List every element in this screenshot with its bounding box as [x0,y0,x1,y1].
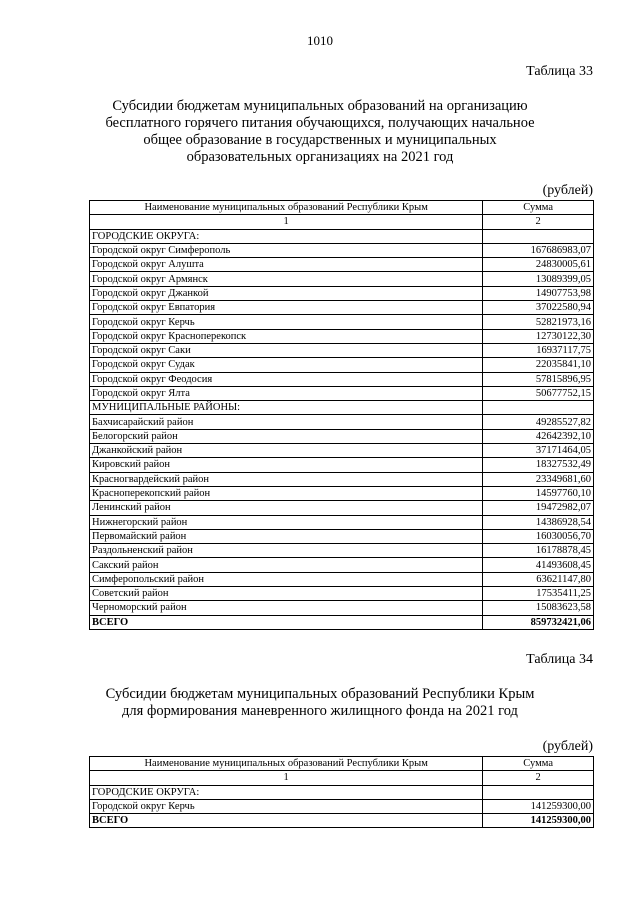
row-name: Городской округ Армянск [90,272,483,286]
row-name: Бахчисарайский район [90,415,483,429]
table-row [90,358,594,372]
total-row [90,814,594,828]
table-row [90,515,594,529]
table-row [90,272,594,286]
total-row [90,615,594,629]
table-row [90,529,594,543]
title-line: Субсидии бюджетам муниципальных образований на организацию [112,98,528,114]
row-name: Ленинский район [90,501,483,515]
row-name: Симферопольский район [90,572,483,586]
table-34-title [60,686,580,720]
row-name: Раздольненский район [90,544,483,558]
row-name: Джанкойский район [90,444,483,458]
row-value: 15083623,58 [483,601,594,615]
header-sum: Сумма [483,757,594,771]
total-value: 141259300,00 [483,814,594,828]
row-value: 22035841,10 [483,358,594,372]
row-name: Белогорский район [90,429,483,443]
table-33-unit: (рублей) [542,183,593,198]
table-row [90,601,594,615]
row-value: 14907753,98 [483,286,594,300]
row-value: 16030056,70 [483,529,594,543]
table-row [90,229,594,243]
row-value: 141259300,00 [483,799,594,813]
table-row [90,572,594,586]
table-row [90,286,594,300]
header-name: Наименование муниципальных образований Республики Крым [90,201,483,215]
row-value: 14597760,10 [483,486,594,500]
row-name: Черноморский район [90,601,483,615]
row-name: Городской округ Феодосия [90,372,483,386]
row-value: 41493608,45 [483,558,594,572]
row-value [483,229,594,243]
title-line: для формирования маневренного жилищного фонда на 2021 год [122,703,518,719]
table-row [90,558,594,572]
table-row [90,472,594,486]
row-name: ГОРОДСКИЕ ОКРУГА: [90,229,483,243]
row-name: Красноперекопский район [90,486,483,500]
total-label: ВСЕГО [90,615,483,629]
row-name: Городской округ Евпатория [90,301,483,315]
total-value: 859732421,06 [483,615,594,629]
row-value: 16937117,75 [483,343,594,357]
column-number-row [90,771,594,785]
row-name: Городской округ Судак [90,358,483,372]
row-value: 13089399,05 [483,272,594,286]
column-number: 1 [90,215,483,229]
table-row [90,587,594,601]
table-34-unit: (рублей) [542,739,593,754]
page-number: 1010 [307,33,333,48]
row-value: 17535411,25 [483,587,594,601]
row-name: Городской округ Красноперекопск [90,329,483,343]
total-label: ВСЕГО [90,814,483,828]
table-row [90,429,594,443]
title-line: образовательных организациях на 2021 год [186,149,454,165]
header-name: Наименование муниципальных образований Республики Крым [90,757,483,771]
header-row [90,201,594,215]
title-line: общее образование в государственных и муниципальных [143,132,497,148]
table-row [90,785,594,799]
row-name: Городской округ Керчь [90,315,483,329]
row-name: Городской округ Ялта [90,386,483,400]
column-number: 1 [90,771,483,785]
table-row [90,343,594,357]
title-line: Субсидии бюджетам муниципальных образований Республики Крым [105,686,535,702]
table-row [90,401,594,415]
table-row [90,329,594,343]
table-row [90,243,594,257]
row-name: Советский район [90,587,483,601]
table-row [90,301,594,315]
table-34 [89,756,594,828]
row-value: 37022580,94 [483,301,594,315]
row-name: Нижнегорский район [90,515,483,529]
row-value: 19472982,07 [483,501,594,515]
column-number: 2 [483,215,594,229]
table-row [90,415,594,429]
row-value: 63621147,80 [483,572,594,586]
column-number-row [90,215,594,229]
row-value: 37171464,05 [483,444,594,458]
table-33 [89,200,594,630]
table-33-label: Таблица 33 [526,64,593,79]
row-value: 23349681,60 [483,472,594,486]
row-value [483,401,594,415]
column-number: 2 [483,771,594,785]
row-value: 52821973,16 [483,315,594,329]
row-name: МУНИЦИПАЛЬНЫЕ РАЙОНЫ: [90,401,483,415]
row-value: 18327532,49 [483,458,594,472]
row-value: 49285527,82 [483,415,594,429]
header-row [90,757,594,771]
table-34-label: Таблица 34 [526,652,593,667]
table-row [90,315,594,329]
row-name: Кировский район [90,458,483,472]
row-value: 42642392,10 [483,429,594,443]
row-name: Первомайский район [90,529,483,543]
row-value: 57815896,95 [483,372,594,386]
table-row [90,386,594,400]
row-name: Городской округ Керчь [90,799,483,813]
row-name: Сакский район [90,558,483,572]
row-name: ГОРОДСКИЕ ОКРУГА: [90,785,483,799]
title-line: бесплатного горячего питания обучающихся, получающих начальное [105,115,535,131]
table-33-title [60,98,580,166]
table-row [90,458,594,472]
row-name: Городской округ Джанкой [90,286,483,300]
row-name: Городской округ Алушта [90,258,483,272]
row-name: Красногвардейский район [90,472,483,486]
row-name: Городской округ Симферополь [90,243,483,257]
table-row [90,258,594,272]
row-value: 16178878,45 [483,544,594,558]
row-value: 167686983,07 [483,243,594,257]
table-row [90,486,594,500]
table-row [90,799,594,813]
row-value [483,785,594,799]
table-row [90,372,594,386]
row-value: 12730122,30 [483,329,594,343]
table-row [90,544,594,558]
table-row [90,444,594,458]
header-sum: Сумма [483,201,594,215]
row-value: 50677752,15 [483,386,594,400]
row-name: Городской округ Саки [90,343,483,357]
row-value: 24830005,61 [483,258,594,272]
table-row [90,501,594,515]
row-value: 14386928,54 [483,515,594,529]
